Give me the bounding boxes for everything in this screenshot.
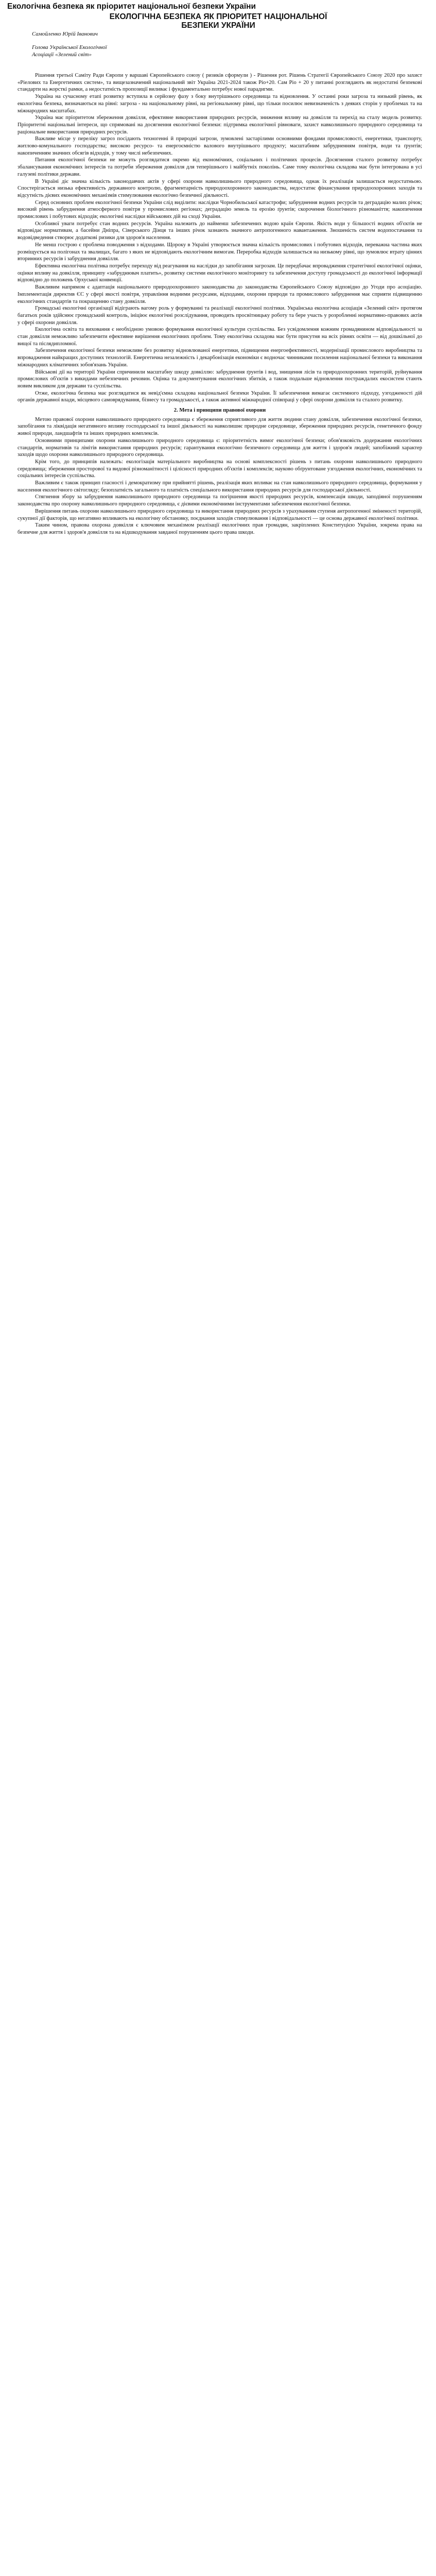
author-name: Самойленко Юрій Іванович [32,31,98,37]
paragraph: Не менш гострою є проблема поводження з відходами. Щороку в Україні утворюється значна кількість промислових і побутових відходів, переважна частина яких розміщується на полігонах та звалищах, багато з яких не відповідають екологічним вимогам. Переробка відходів залишається на низькому рівні, що зумовлює втрату цінних вторинних ресурсів і забруднення довкілля. [18,242,422,262]
document-heading [7,12,429,30]
paragraph: Важливе місце у переліку загроз посідають техногенні й природні загрози, зумовлені застарілими основними фондами промисловості, енергетики, транспорту, житлово-комунального господарства; високою ресурсо- та енергоємністю валового внутрішнього продукту; масштабним забрудненням повітря, води та ґрунтів; накопиченням значних обсягів відходів, у тому числі небезпечних. [18,136,422,156]
paragraph: В Україні діє значна кількість законодавчих актів у сфері охорони навколишнього природного середовища, однак їх реалізація залишається недостатньою. Спостерігається низька ефективність державного контролю, фрагментарність природоохоронного законодавства, недостатнє фінансування природоохоронних заходів та відсутність дієвих економічних механізмів стимулювання екологічно безпечної діяльності. [18,178,422,198]
affiliation-line-1: Голова Української Екологічної [32,44,107,50]
paragraph: Забезпечення екологічної безпеки неможливе без розвитку відновлюваної енергетики, підвищення енергоефективності, модернізації промислового виробництва та впровадження найкращих доступних технологій. Енергетична незалежність і декарбонізація економіки є водночас чинниками посилення національної безпеки та виконання міжнародних кліматичних зобов'язань України. [18,348,422,368]
paragraph: Крім того, до принципів належать: екологізація матеріального виробництва на основі комплексності рішень з питань охорони навколишнього природного середовища; збереження просторової та видової різноманітності і цілісності природних об'єктів і комплексів; науково обґрунтоване узгодження екологічних, економічних та соціальних інтересів суспільства. [18,459,422,479]
paragraph: Рішення третьої Саміту Ради Європи у варшаві Європейського союзу ( ризиків сформули ) - Рішення рот. Рішень Стратегії Європейського Союзу 2020 про захист «Ріелових та Енергетичних систем», та вищезазначений національний звіт Україна 2021-2024 також Ріо+20. Сам Ріо + 20 у питанні розглядають як недостатні безпекові стандарти на жорсткі рамки, а недостатність пропозиції виливає і фундаментально потребує нової парадигми. [18,73,422,93]
article-paragraphs [18,72,422,404]
paragraph: Таким чином, правова охорона довкілля є ключовим механізмом реалізації екологічних прав громадян, закріплених Конституцією України, зокрема права на безпечне для життя і здоров'я довкілля та на відшкодування завданої порушенням цього права шкоди. [18,522,422,535]
paragraph: Україна має пріоритетом збереження довкілля, ефективне використання природних ресурсів, зниження впливу на довкілля та перехід на сталу модель розвитку. Пріоритетні національні інтереси, що спрямовані на досягнення екологічної безпеки: підтримка екологічної рівноваги, захист навколишнього природного середовища та раціональне використання природних ресурсів. [18,115,422,135]
heading-line-2: БЕЗПЕКИ УКРАЇНИ [181,21,255,30]
paragraph: Екологічна освіта та виховання є необхідною умовою формування екологічної культури суспільства. Без усвідомлення кожним громадянином відповідальності за стан довкілля неможливо забезпечити ефективне вирішення екологічних проблем. Тому екологічна складова має бути присутня на всіх рівнях освіти — від дошкільної до вищої та післядипломної. [18,327,422,347]
heading-line-1: ЕКОЛОГІЧНА БЕЗПЕКА ЯК ПРІОРИТЕТ НАЦІОНАЛЬНОЇ [109,12,327,21]
paragraph: Громадські екологічні організації відіграють вагому роль у формуванні та реалізації екологічної політики. Українська екологічна асоціація «Зелений світ» протягом багатьох років здійснює громадський контроль, ініціює екологічні розслідування, проводить просвітницьку роботу та бере участь у розробленні нормативно-правових актів у сфері охорони довкілля. [18,306,422,326]
paragraph: Вирішення питань охорони навколишнього природного середовища та використання природних ресурсів з урахуванням ступеня антропогенної зміненості територій, сукупної дії факторів, що негативно впливають на екологічну обстановку, поєднання заходів стимулювання і відповідальності — це основа державної екологічної політики. [18,508,422,521]
paragraph: Військові дії на території України спричинили масштабну шкоду довкіллю: забруднення ґрунтів і вод, знищення лісів та природоохоронних територій, руйнування промислових об'єктів з викидами небезпечних речовин. Оцінка та документування екологічних збитків, а також подальше відновлення постраждалих екосистем стають новим викликом для держави та суспільства. [18,369,422,389]
paragraph: Особливої уваги потребує стан водних ресурсів. Україна належить до найменш забезпечених водою країн Європи. Якість води у більшості водних об'єктів не відповідає нормативам, а басейни Дніпра, Сіверського Дінця та інших річок зазнають значного антропогенного навантаження. Зношеність систем водопостачання та водовідведення створює додаткові ризики для здоров'я населення. [18,221,422,241]
paragraph: Україна на сучасному етапі розвитку вступила в серйозну фазу з боку внутрішнього середовища та відновлення. У останні роки загроза та низький рівень, як екологічна безпека, визначаються на рівні: загроза - на національному рівні, на регіональному рівні, що тільки посилює невизначеність з деяких сторін у проблемах та на міжнародних масштабах. [18,94,422,114]
paragraph: Важливим напрямом є адаптація національного природоохоронного законодавства до законодавства Європейського Союзу відповідно до Угоди про асоціацію. Імплементація директив ЄС у сфері якості повітря, управління водними ресурсами, відходами, охорони природи та промислового забруднення має сприяти підвищенню екологічних стандартів та покращенню стану довкілля. [18,284,422,304]
paragraph: Серед основних проблем екологічної безпеки України слід виділити: наслідки Чорнобильської катастрофи; забруднення водних ресурсів та деградацію малих річок; високий рівень забруднення атмосферного повітря у промислових регіонах; деградацію земель та ерозію ґрунтів; скорочення біологічного різноманіття; накопичення промислових і побутових відходів; екологічні наслідки військових дій на сході України. [18,199,422,220]
paragraph: Ефективна екологічна політика потребує переходу від реагування на наслідки до запобігання загрозам. Це передбачає впровадження стратегічної екологічної оцінки, оцінки впливу на довкілля, принципу «забруднювач платить», розвитку системи екологічного моніторингу та забезпечення доступу громадськості до екологічної інформації відповідно до положень Орхуської конвенції. [18,263,422,283]
section-paragraphs [18,416,422,536]
section-heading: 2. Мета і принципи правової охорони [173,408,266,414]
paragraph: Питання екологічної безпеки не можуть розглядатися окремо від економічних, соціальних і політичних процесів. Досягнення сталого розвитку потребує збалансування економічних інтересів та потреби збереження довкілля для теперішнього і майбутніх поколінь. Саме тому екологічна складова має бути інтегрована в усі галузеві політики держави. [18,157,422,177]
document-title: Екологічна безпека як пріоритет національної безпеки України [7,2,256,11]
paragraph: Метою правової охорони навколишнього природного середовища є збереження сприятливого для життя людини стану довкілля, забезпечення екологічної безпеки, запобігання та ліквідація негативного впливу господарської та іншої діяльності на навколишнє природне середовище, збереження природних ресурсів, генетичного фонду живої природи, ландшафтів та інших природних комплексів. [18,416,422,437]
paragraph: Отже, екологічна безпека має розглядатися як невід'ємна складова національної безпеки України. Її забезпечення вимагає системного підходу, узгодженості дій органів державної влади, місцевого самоврядування, бізнесу та громадськості, а також активної міжнародної співпраці у сфері охорони довкілля та сталого розвитку. [18,390,422,403]
paragraph: Основними принципами охорони навколишнього природного середовища є: пріоритетність вимог екологічної безпеки; обов'язковість додержання екологічних стандартів, нормативів та лімітів використання природних ресурсів; гарантування екологічно безпечного середовища для життя і здоров'я людей; запобіжний характер заходів щодо охорони навколишнього природного середовища. [18,437,422,458]
affiliation-line-2: Асоціації «Зелений світ» [32,52,92,58]
paragraph: Важливим є також принцип гласності і демократизму при прийнятті рішень, реалізація яких впливає на стан навколишнього природного середовища, формування у населення екологічного світогляду; безоплатність загального та платність спеціального використання природних ресурсів для господарської діяльності. [18,480,422,493]
article-body [18,72,422,2576]
paragraph: Стягнення збору за забруднення навколишнього природного середовища та погіршення якості природних ресурсів, компенсація шкоди, заподіяної порушенням законодавства про охорону навколишнього природного середовища, є дієвими економічними інструментами забезпечення екологічної безпеки. [18,494,422,507]
